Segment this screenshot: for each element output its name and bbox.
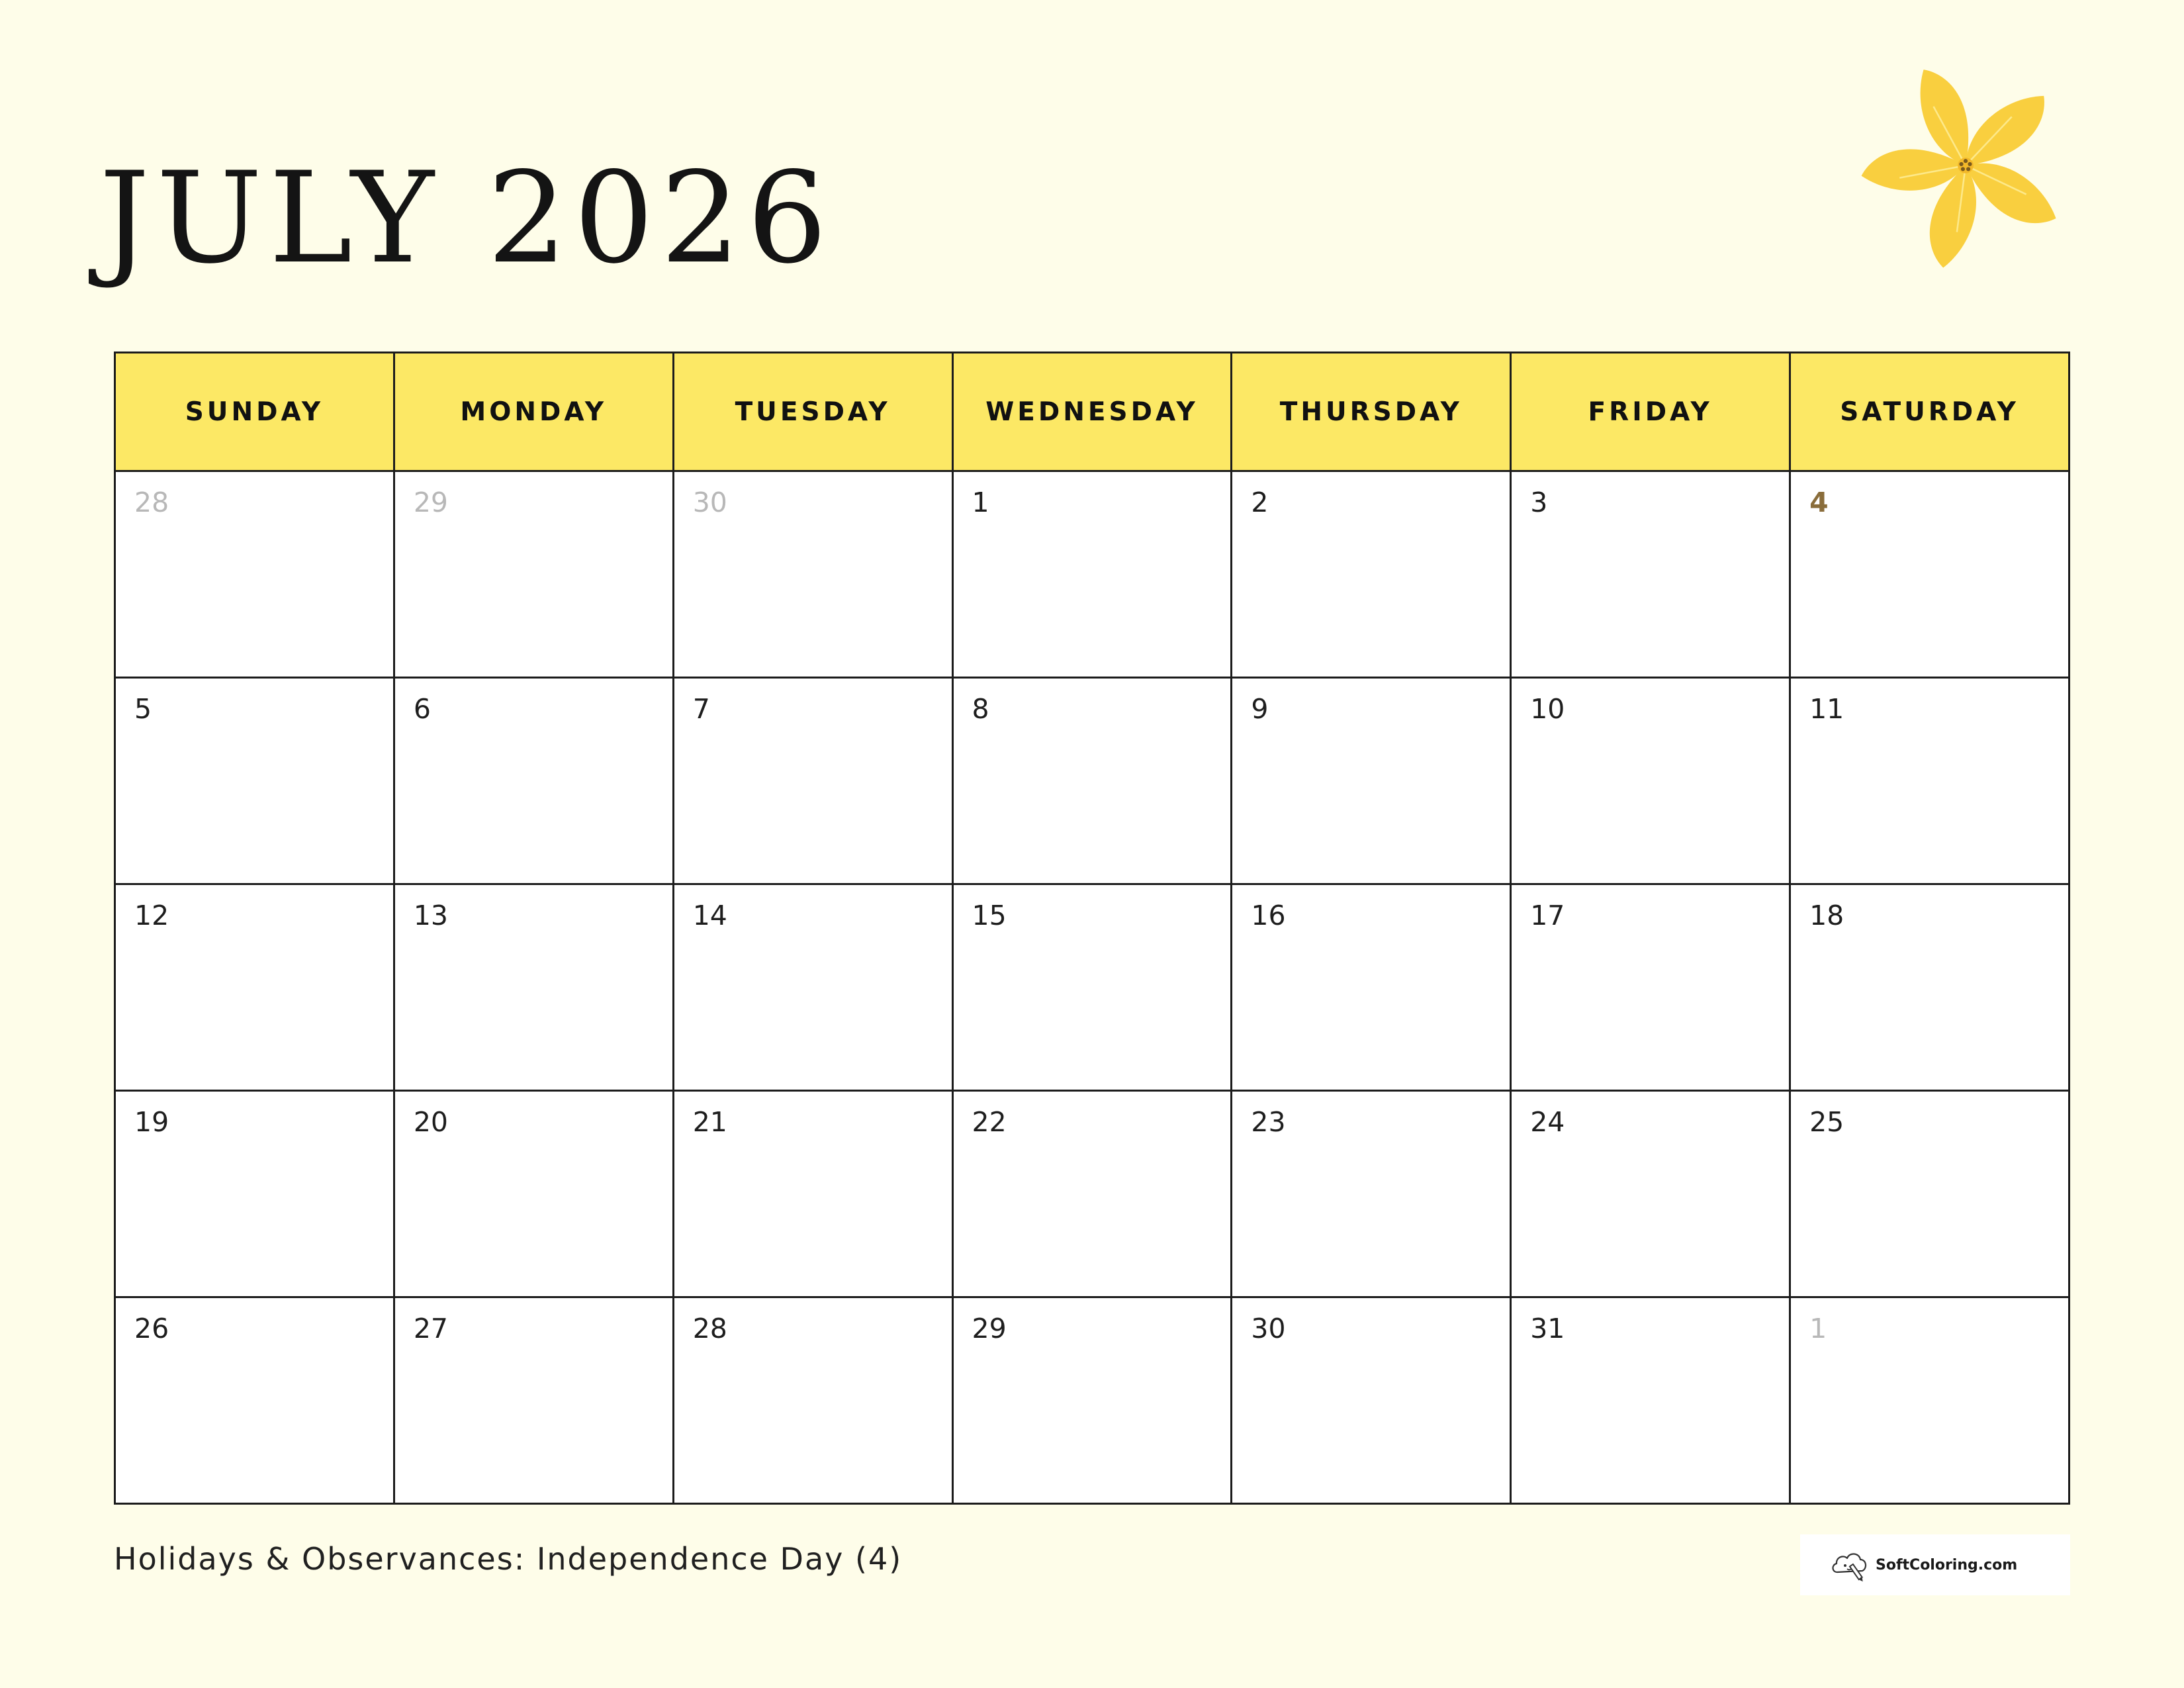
- day-cell: [1790, 471, 2070, 678]
- day-cell: [673, 1091, 952, 1297]
- calendar-grid: [114, 352, 2070, 1505]
- brand-logo-text: SoftColoring.com: [1876, 1556, 2018, 1573]
- weekday-tuesday: TUESDAY: [673, 353, 952, 471]
- day-number: 15: [972, 900, 1007, 931]
- day-cell: [952, 884, 1232, 1091]
- day-number: 17: [1530, 900, 1565, 931]
- day-cell: [1790, 1091, 2070, 1297]
- weekday-sunday: SUNDAY: [115, 353, 394, 471]
- day-number: 13: [413, 900, 449, 931]
- day-number: 2: [1251, 487, 1269, 518]
- day-number: 25: [1809, 1106, 1844, 1138]
- day-cell: [115, 884, 394, 1091]
- day-number: 21: [692, 1106, 727, 1138]
- week-row: [115, 1297, 2070, 1504]
- page-title: JULY 2026: [99, 145, 834, 291]
- day-number: 31: [1530, 1313, 1565, 1344]
- day-number: 7: [692, 693, 710, 725]
- day-cell: [1790, 1297, 2070, 1504]
- week-row: [115, 884, 2070, 1091]
- day-cell: [673, 1297, 952, 1504]
- weekday-wednesday: WEDNESDAY: [952, 353, 1232, 471]
- day-number: 27: [413, 1313, 449, 1344]
- week-row: [115, 471, 2070, 678]
- day-number: 30: [692, 487, 727, 518]
- day-cell: [673, 884, 952, 1091]
- weekday-thursday: THURSDAY: [1232, 353, 1511, 471]
- day-number: 6: [413, 693, 431, 725]
- day-number: 4: [1809, 487, 1829, 518]
- day-cell: [1232, 471, 1511, 678]
- flower-icon: [1853, 53, 2078, 278]
- day-number: 11: [1809, 693, 1844, 725]
- day-number: 24: [1530, 1106, 1565, 1138]
- day-cell: [952, 678, 1232, 884]
- day-cell: [1511, 1091, 1790, 1297]
- holidays-note: Holidays & Observances: Independence Day (4): [114, 1541, 903, 1577]
- day-cell: [1511, 884, 1790, 1091]
- day-number: 14: [692, 900, 727, 931]
- day-cell: [952, 1297, 1232, 1504]
- day-number: 30: [1251, 1313, 1286, 1344]
- day-number: 26: [134, 1313, 169, 1344]
- weekday-saturday: SATURDAY: [1790, 353, 2070, 471]
- day-cell: [1511, 1297, 1790, 1504]
- weekday-friday: FRIDAY: [1511, 353, 1790, 471]
- day-cell: [115, 1297, 394, 1504]
- day-cell: [1790, 884, 2070, 1091]
- day-cell: [673, 471, 952, 678]
- day-number: 1: [1809, 1313, 1827, 1344]
- day-cell: [115, 471, 394, 678]
- day-number: 3: [1530, 487, 1548, 518]
- day-number: 10: [1530, 693, 1565, 725]
- day-cell: [1790, 678, 2070, 884]
- weekday-monday: MONDAY: [394, 353, 673, 471]
- day-number: 16: [1251, 900, 1286, 931]
- day-number: 1: [972, 487, 989, 518]
- day-cell: [394, 1297, 673, 1504]
- day-cell: [115, 1091, 394, 1297]
- day-number: 29: [413, 487, 449, 518]
- day-cell: [1511, 471, 1790, 678]
- day-number: 28: [134, 487, 169, 518]
- day-cell: [394, 1091, 673, 1297]
- day-number: 9: [1251, 693, 1269, 725]
- brand-logo: [1800, 1534, 2070, 1595]
- weekday-header-row: [115, 353, 2070, 471]
- day-cell: [1511, 678, 1790, 884]
- day-cell: [673, 678, 952, 884]
- day-cell: [394, 678, 673, 884]
- day-number: 22: [972, 1106, 1007, 1138]
- day-cell: [394, 884, 673, 1091]
- day-cell: [115, 678, 394, 884]
- week-row: [115, 678, 2070, 884]
- day-cell: [1232, 884, 1511, 1091]
- day-cell: [1232, 678, 1511, 884]
- day-number: 18: [1809, 900, 1844, 931]
- day-cell: [1232, 1091, 1511, 1297]
- day-number: 8: [972, 693, 989, 725]
- day-number: 20: [413, 1106, 449, 1138]
- day-number: 23: [1251, 1106, 1286, 1138]
- day-cell: [394, 471, 673, 678]
- day-cell: [1232, 1297, 1511, 1504]
- day-number: 29: [972, 1313, 1007, 1344]
- day-number: 5: [134, 693, 152, 725]
- day-number: 28: [692, 1313, 727, 1344]
- day-cell: [952, 1091, 1232, 1297]
- day-number: 12: [134, 900, 169, 931]
- day-number: 19: [134, 1106, 169, 1138]
- week-row: [115, 1091, 2070, 1297]
- cloud-pencil-icon: [1829, 1544, 1870, 1585]
- day-cell: [952, 471, 1232, 678]
